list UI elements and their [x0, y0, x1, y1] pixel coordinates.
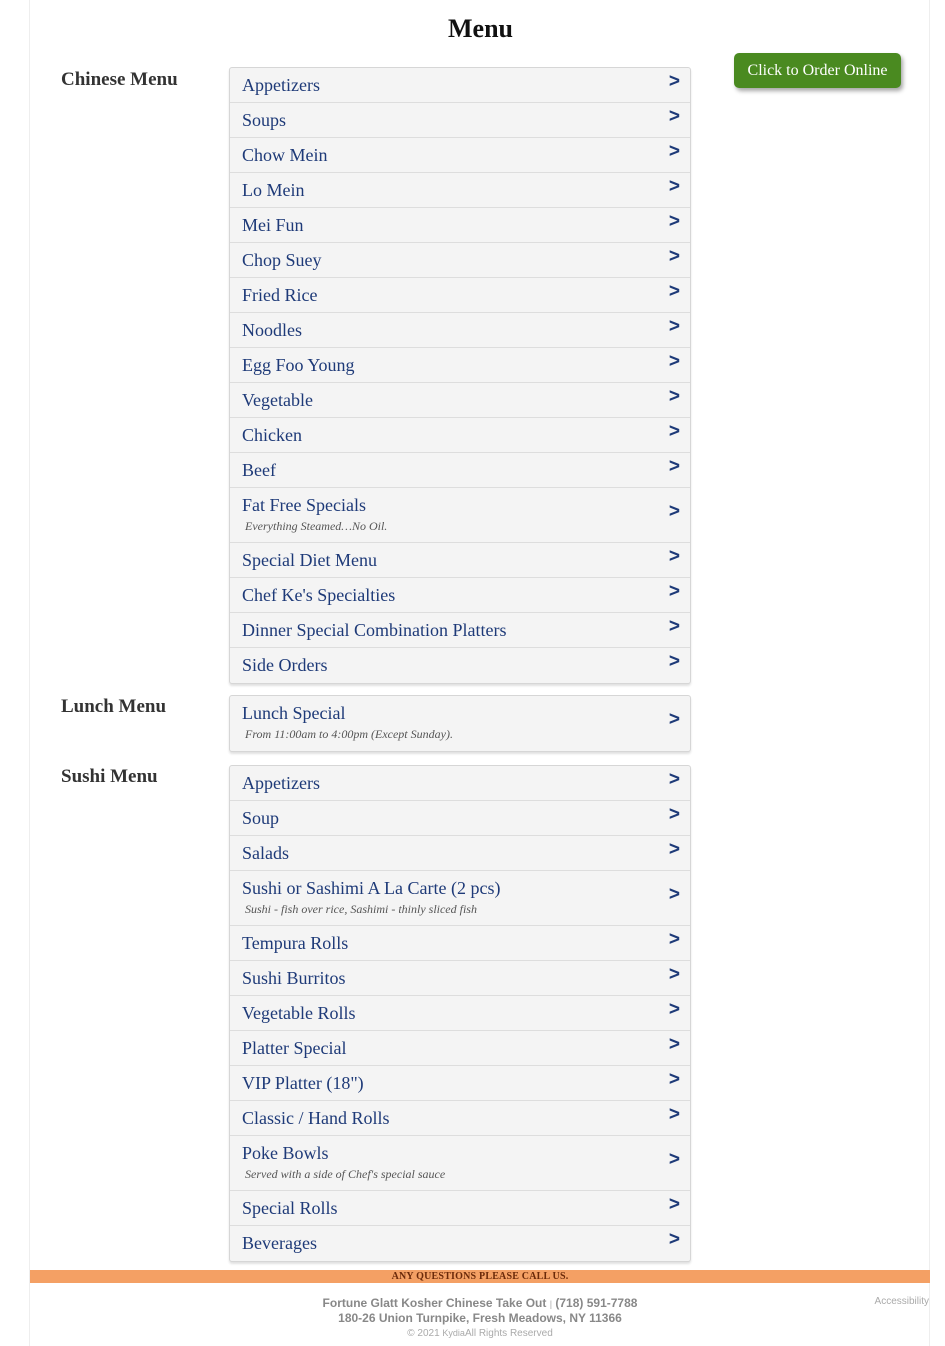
chevron-right-icon: >: [668, 1149, 680, 1170]
menu-category-label: Soups: [242, 110, 287, 130]
menu-category-label: Noodles: [242, 320, 302, 340]
chevron-right-icon: >: [668, 581, 680, 602]
menu-category-item[interactable]: [230, 138, 690, 173]
chevron-right-icon: >: [668, 616, 680, 637]
menu-category-note: Sushi - fish over rice, Sashimi - thinly sliced fish: [245, 902, 477, 916]
chevron-right-icon: >: [668, 839, 680, 860]
menu-category-item[interactable]: [230, 1031, 690, 1066]
menu-category-label: Egg Foo Young: [242, 355, 355, 375]
chevron-right-icon: >: [668, 709, 680, 730]
menu-category-label: Salads: [242, 843, 289, 863]
chevron-right-icon: >: [668, 1229, 680, 1250]
menu-category-label: Appetizers: [242, 773, 320, 793]
chevron-right-icon: >: [668, 1034, 680, 1055]
menu-category-note: Everything Steamed…No Oil.: [245, 519, 388, 533]
menu-category-label: Beverages: [242, 1233, 317, 1253]
brand-link[interactable]: Kydia: [442, 1328, 465, 1338]
menu-category-label: Tempura Rolls: [242, 933, 349, 953]
menu-category-item[interactable]: [230, 961, 690, 996]
chevron-right-icon: >: [668, 106, 680, 127]
menu-category-label: Mei Fun: [242, 215, 304, 235]
chevron-right-icon: >: [668, 176, 680, 197]
menu-category-item[interactable]: [230, 801, 690, 836]
menu-category-item[interactable]: [230, 418, 690, 453]
copyright-line: [30, 1325, 930, 1342]
menu-category-label: Fat Free Specials: [242, 495, 366, 515]
menu-category-label: Vegetable Rolls: [242, 1003, 356, 1023]
menu-category-label: Fried Rice: [242, 285, 318, 305]
menu-category-item[interactable]: [230, 871, 690, 926]
menu-category-list: [229, 67, 691, 684]
section-title: Chinese Menu: [61, 69, 178, 90]
address: 180-26 Union Turnpike, Fresh Meadows, NY 11366: [338, 1311, 622, 1325]
menu-category-label: Chicken: [242, 425, 302, 445]
menu-category-item[interactable]: [230, 926, 690, 961]
menu-category-item[interactable]: [230, 613, 690, 648]
section-title: Lunch Menu: [61, 696, 167, 717]
menu-category-list: [229, 695, 691, 752]
menu-category-label: Sushi Burritos: [242, 968, 346, 988]
chevron-right-icon: >: [668, 246, 680, 267]
chevron-right-icon: >: [668, 501, 680, 522]
chevron-right-icon: >: [668, 769, 680, 790]
chevron-right-icon: >: [668, 929, 680, 950]
menu-category-item[interactable]: [230, 1136, 690, 1191]
menu-category-item[interactable]: [230, 1226, 690, 1261]
menu-category-label: Classic / Hand Rolls: [242, 1108, 390, 1128]
menu-category-item[interactable]: [230, 1066, 690, 1101]
chevron-right-icon: >: [668, 1104, 680, 1125]
footer-separator: |: [549, 1299, 553, 1309]
menu-category-label: VIP Platter (18"): [242, 1073, 364, 1093]
chevron-right-icon: >: [668, 651, 680, 672]
menu-category-item[interactable]: [230, 488, 690, 543]
footer-business-line: [30, 1296, 930, 1311]
menu-category-label: Beef: [242, 460, 276, 480]
chevron-right-icon: >: [668, 964, 680, 985]
menu-category-item[interactable]: [230, 696, 690, 751]
menu-category-label: Special Rolls: [242, 1198, 338, 1218]
chevron-right-icon: >: [668, 456, 680, 477]
order-online-button[interactable]: Click to Order Online: [734, 53, 901, 88]
menu-category-label: Soup: [242, 808, 280, 828]
menu-category-item[interactable]: [230, 766, 690, 801]
chevron-right-icon: >: [668, 281, 680, 302]
menu-category-note: Served with a side of Chef's special sauce: [245, 1167, 446, 1181]
menu-category-label: Appetizers: [242, 75, 320, 95]
section-title: Sushi Menu: [61, 766, 158, 787]
page-container: [29, 0, 930, 1346]
menu-category-item[interactable]: [230, 348, 690, 383]
chevron-right-icon: >: [668, 884, 680, 905]
menu-category-item[interactable]: [230, 103, 690, 138]
menu-category-item[interactable]: [230, 578, 690, 613]
chevron-right-icon: >: [668, 1194, 680, 1215]
menu-category-label: Special Diet Menu: [242, 550, 377, 570]
chevron-right-icon: >: [668, 999, 680, 1020]
menu-category-note: From 11:00am to 4:00pm (Except Sunday).: [245, 727, 453, 741]
menu-category-label: Chop Suey: [242, 250, 322, 270]
menu-category-item[interactable]: [230, 208, 690, 243]
menu-category-label: Dinner Special Combination Platters: [242, 620, 507, 640]
menu-category-label: Lo Mein: [242, 180, 305, 200]
menu-category-item[interactable]: [230, 313, 690, 348]
page-title: Menu: [448, 14, 513, 43]
menu-category-label: Sushi or Sashimi A La Carte (2 pcs): [242, 878, 501, 898]
menu-category-label: Lunch Special: [242, 703, 346, 723]
chevron-right-icon: >: [668, 804, 680, 825]
menu-category-item[interactable]: [230, 1191, 690, 1226]
chevron-right-icon: >: [668, 211, 680, 232]
menu-category-label: Chef Ke's Specialties: [242, 585, 396, 605]
chevron-right-icon: >: [668, 386, 680, 407]
menu-category-item[interactable]: [230, 648, 690, 683]
menu-category-label: Chow Mein: [242, 145, 328, 165]
menu-category-item[interactable]: [230, 453, 690, 488]
copyright: © 2021: [407, 1328, 440, 1339]
menu-category-item[interactable]: [230, 996, 690, 1031]
menu-category-label: Vegetable: [242, 390, 313, 410]
menu-category-item[interactable]: [230, 278, 690, 313]
menu-category-item[interactable]: [230, 543, 690, 578]
chevron-right-icon: >: [668, 71, 680, 92]
menu-category-item[interactable]: [230, 243, 690, 278]
phone-link[interactable]: (718) 591-7788: [555, 1296, 638, 1310]
contact-bar: ANY QUESTIONS PLEASE CALL US.: [30, 1270, 930, 1283]
menu-category-list: [229, 765, 691, 1262]
accessibility-link[interactable]: Accessibility: [874, 1296, 929, 1307]
menu-category-label: Poke Bowls: [242, 1143, 329, 1163]
rights-text: All Rights Reserved: [464, 1328, 553, 1339]
business-name: Fortune Glatt Kosher Chinese Take Out: [322, 1296, 547, 1310]
chevron-right-icon: >: [668, 141, 680, 162]
chevron-right-icon: >: [668, 316, 680, 337]
menu-category-label: Side Orders: [242, 655, 328, 675]
menu-category-item[interactable]: [230, 383, 690, 418]
menu-category-item[interactable]: [230, 836, 690, 871]
menu-category-item[interactable]: [230, 173, 690, 208]
menu-category-item[interactable]: [230, 1101, 690, 1136]
chevron-right-icon: >: [668, 1069, 680, 1090]
footer: [30, 1296, 930, 1342]
chevron-right-icon: >: [668, 351, 680, 372]
chevron-right-icon: >: [668, 546, 680, 567]
menu-category-item[interactable]: [230, 68, 690, 103]
menu-category-label: Platter Special: [242, 1038, 347, 1058]
chevron-right-icon: >: [668, 421, 680, 442]
